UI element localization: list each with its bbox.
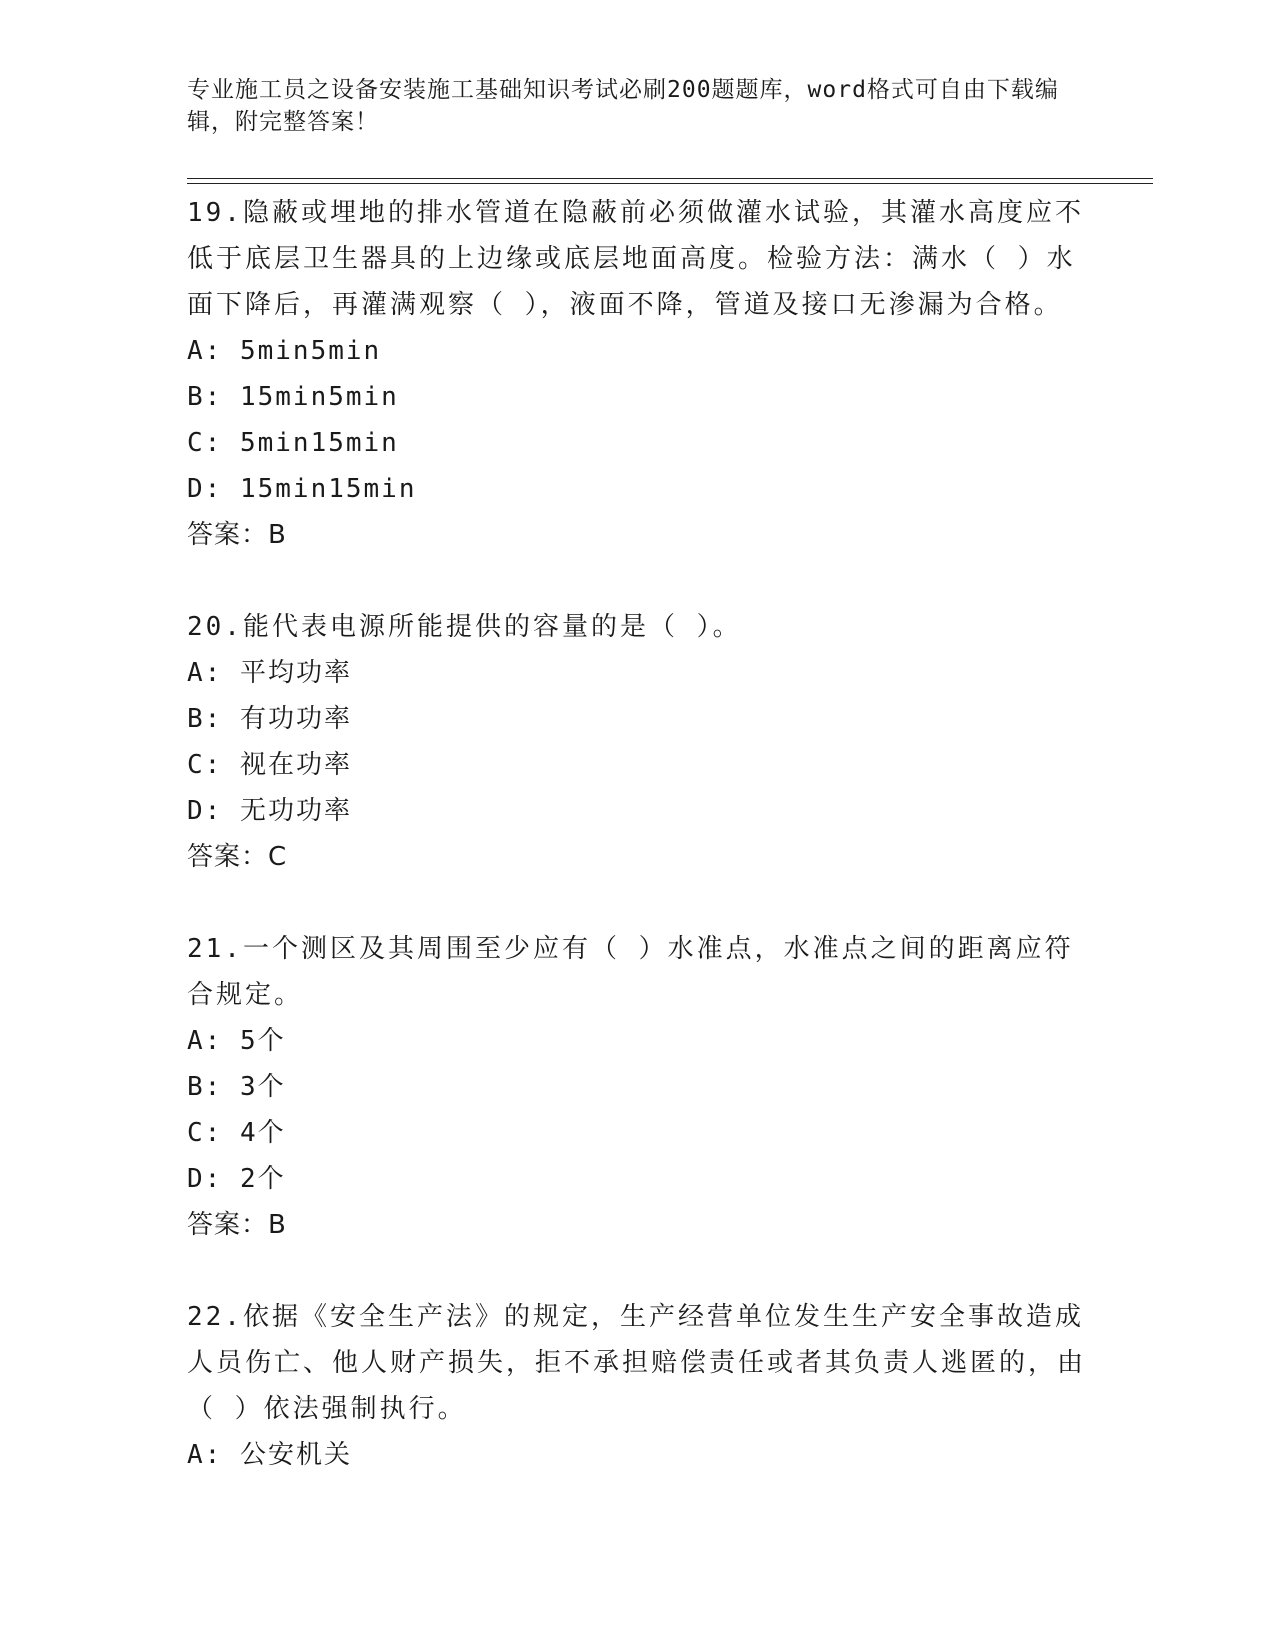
option-d: D: 无功功率 bbox=[187, 796, 352, 826]
question-spacer bbox=[187, 880, 1087, 926]
header-divider-top bbox=[187, 178, 1153, 179]
option-b: B: 15min5min bbox=[187, 382, 399, 412]
option-a: A: 公安机关 bbox=[187, 1440, 352, 1470]
question-list bbox=[187, 190, 1087, 1478]
option-b: B: 有功功率 bbox=[187, 704, 352, 734]
answer-line: 答案：C bbox=[187, 842, 288, 872]
question-20 bbox=[187, 604, 1087, 880]
option-c: C: 4个 bbox=[187, 1118, 286, 1148]
option-a: A: 5个 bbox=[187, 1026, 286, 1056]
option-c: C: 视在功率 bbox=[187, 750, 352, 780]
question-stem: 22.依据《安全生产法》的规定，生产经营单位发生生产安全事故造成人员伤亡、他人财产损失，拒不承担赔偿责任或者其负责人逃匿的，由（ ）依法强制执行。 bbox=[187, 1302, 1087, 1424]
header-divider-bottom bbox=[187, 183, 1153, 184]
option-a: A: 5min5min bbox=[187, 336, 382, 366]
answer-line: 答案：B bbox=[187, 520, 287, 550]
question-stem: 19.隐蔽或埋地的排水管道在隐蔽前必须做灌水试验，其灌水高度应不低于底层卫生器具的上边缘或底层地面高度。检验方法：满水（ ）水面下降后，再灌满观察（ ），液面不降，管道及接口无渗漏为合格。 bbox=[187, 198, 1084, 320]
option-a: A: 平均功率 bbox=[187, 658, 352, 688]
question-stem: 20.能代表电源所能提供的容量的是（ ）。 bbox=[187, 612, 742, 642]
question-19 bbox=[187, 190, 1087, 558]
option-d: D: 2个 bbox=[187, 1164, 286, 1194]
answer-line: 答案：B bbox=[187, 1210, 287, 1240]
option-b: B: 3个 bbox=[187, 1072, 286, 1102]
question-spacer bbox=[187, 558, 1087, 604]
header-title: 专业施工员之设备安装施工基础知识考试必刷200题题库，word格式可自由下载编辑，附完整答案！ bbox=[187, 77, 1059, 135]
question-spacer bbox=[187, 1248, 1087, 1294]
question-stem: 21.一个测区及其周围至少应有（ ）水准点，水准点之间的距离应符合规定。 bbox=[187, 934, 1074, 1010]
question-22 bbox=[187, 1294, 1087, 1478]
option-d: D: 15min15min bbox=[187, 474, 417, 504]
option-c: C: 5min15min bbox=[187, 428, 399, 458]
question-21 bbox=[187, 926, 1087, 1248]
document-header bbox=[187, 74, 1087, 138]
